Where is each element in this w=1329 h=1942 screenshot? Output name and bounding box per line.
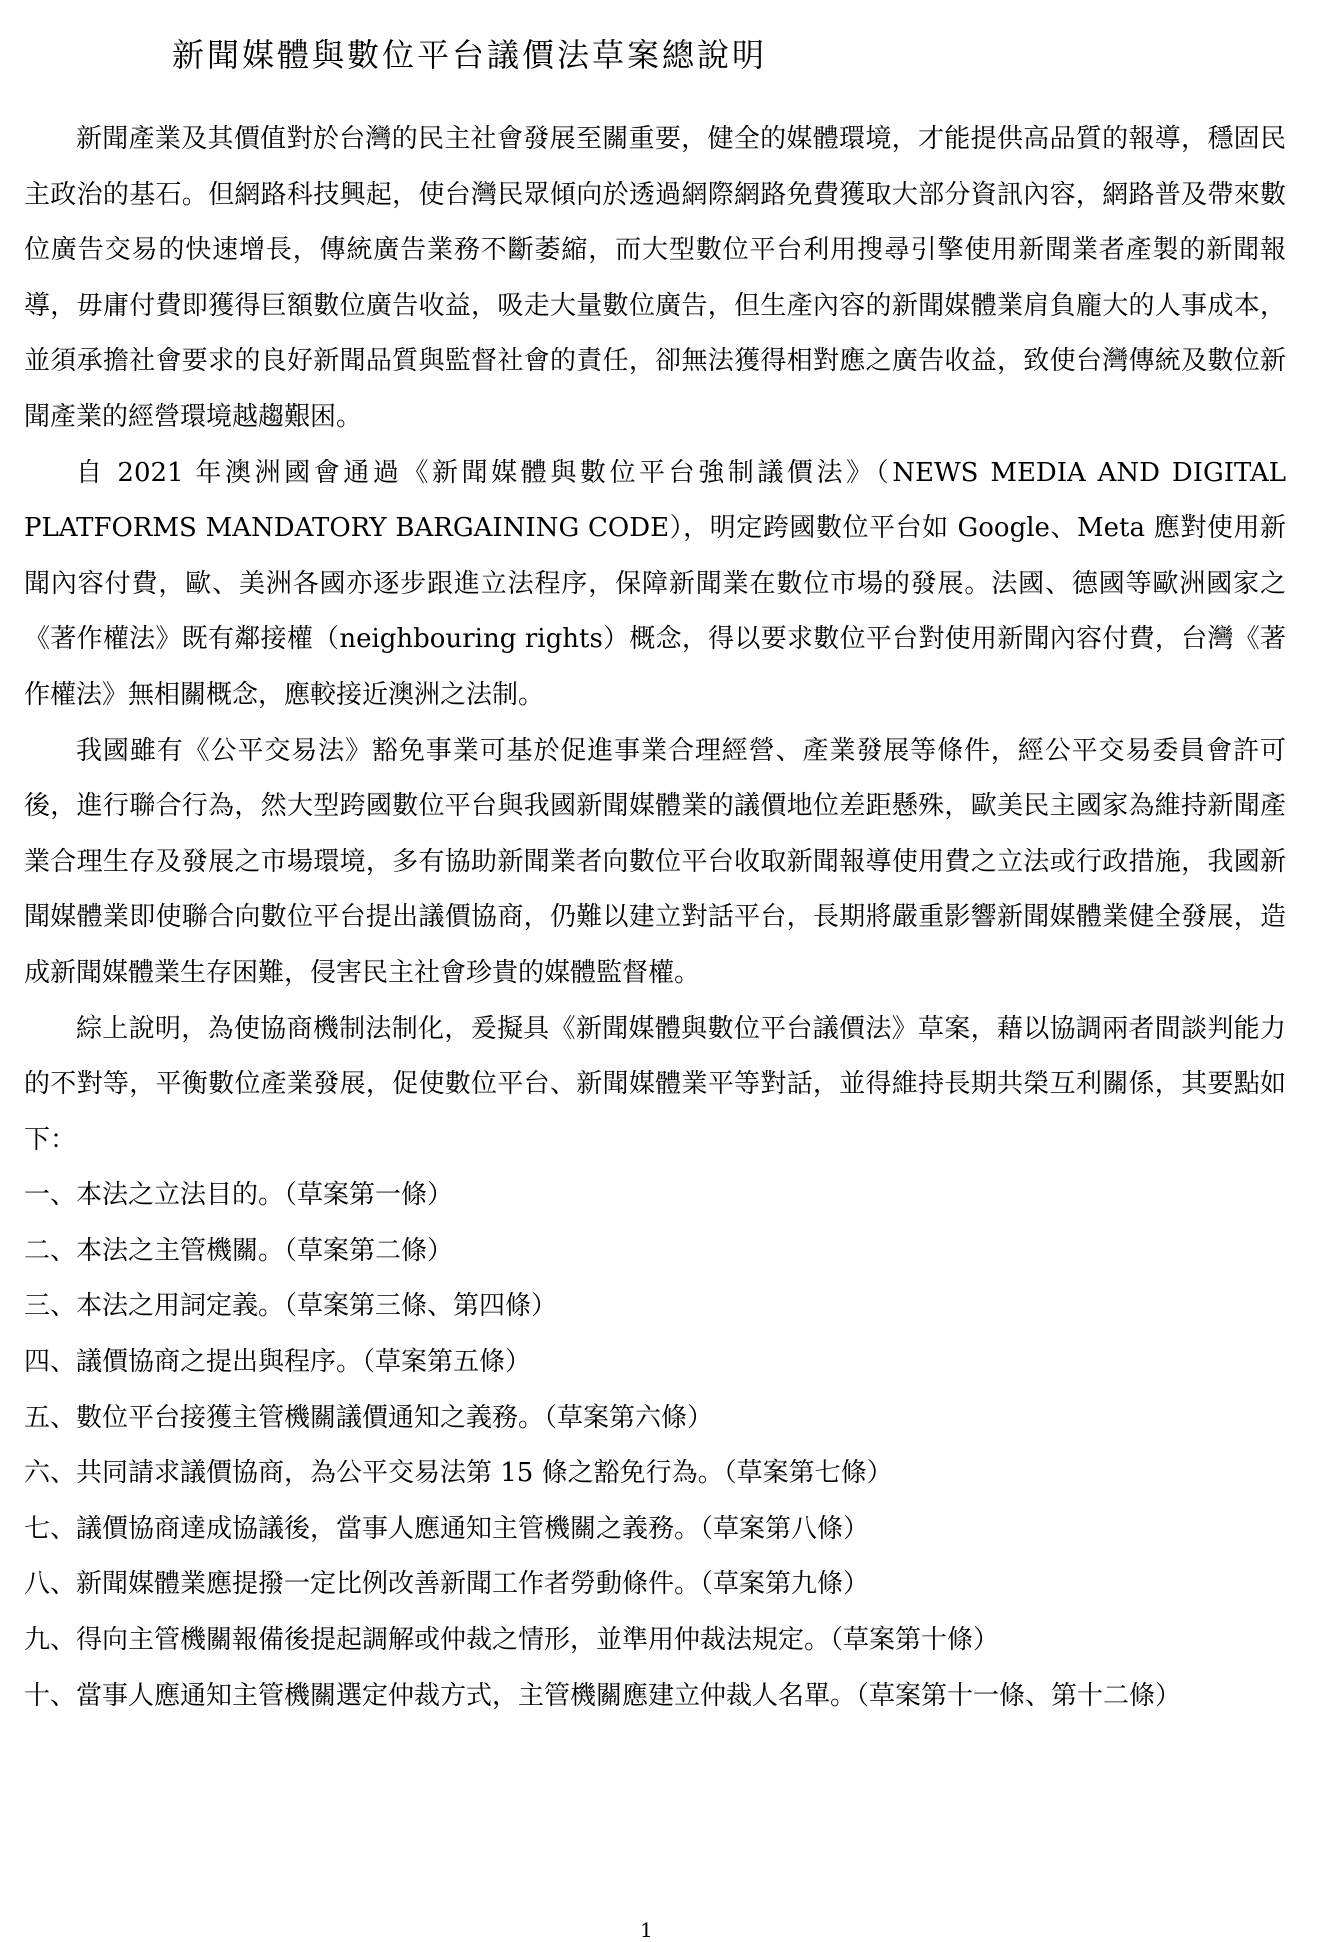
paragraph-background: 新聞產業及其價值對於台灣的民主社會發展至關重要，健全的媒體環境，才能提供高品質的報導，穩固民主政治的基石。但網路科技興起，使台灣民眾傾向於透過網際網路免費獲取大部分資訊內容，網路普及帶來數位廣告交易的快速增長，傳統廣告業務不斷萎縮，而大型數位平台利用搜尋引擎使用新聞業者產製的新聞報導，毋庸付費即獲得巨額數位廣告收益，吸走大量數位廣告，但生產內容的新聞媒體業肩負龐大的人事成本，並須承擔社會要求的良好新聞品質與監督社會的責任，卻無法獲得相對應之廣告收益，致使台灣傳統及數位新聞產業的經營環境越趨艱困。 (24, 124, 1286, 432)
list-item: 四、議價協商之提出與程序。（草案第五條） (24, 1347, 532, 1378)
paragraph-fair-trade-act: 我國雖有《公平交易法》豁免事業可基於促進事業合理經營、產業發展等條件，經公平交易委員會許可後，進行聯合行為，然大型跨國數位平台與我國新聞媒體業的議價地位差距懸殊，歐美民主國家為維持新聞產業合理生存及發展之市場環境，多有協助新聞業者向數位平台收取新聞報導使用費之立法或行政措施，我國新聞媒體業即使聯合向數位平台提出議價協商，仍難以建立對話平台，長期將嚴重影響新聞媒體業健全發展，造成新聞媒體業生存困難，侵害民主社會珍貴的媒體監督權。 (24, 735, 1286, 988)
list-item: 三、本法之用詞定義。（草案第三條、第四條） (24, 1291, 558, 1322)
list-item: 二、本法之主管機關。（草案第二條） (24, 1235, 454, 1266)
list-item: 八、新聞媒體業應提撥一定比例改善新聞工作者勞動條件。（草案第九條） (24, 1569, 870, 1600)
list-item: 七、議價協商達成協議後，當事人應通知主管機關之義務。（草案第八條） (24, 1513, 870, 1544)
paragraph-summary: 綜上說明，為使協商機制法制化，爰擬具《新聞媒體與數位平台議價法》草案，藉以協調兩者間談判能力的不對等，平衡數位產業發展，促使數位平台、新聞媒體業平等對話，並得維持長期共榮互利關係，其要點如下： (24, 1013, 1286, 1155)
list-item: 六、共同請求議價協商，為公平交易法第 15 條之豁免行為。（草案第七條） (24, 1458, 893, 1489)
list-item: 十、當事人應通知主管機關選定仲裁方式，主管機關應建立仲裁人名單。（草案第十一條、第十二條） (24, 1680, 1182, 1711)
page-number: 1 (640, 1918, 653, 1942)
key-points-list (24, 1168, 1286, 1724)
document-title: 新聞媒體與數位平台議價法草案總說明 (172, 36, 768, 74)
list-item: 五、數位平台接獲主管機關議價通知之義務。（草案第六條） (24, 1402, 714, 1433)
paragraph-australia-code: 自 2021 年澳洲國會通過《新聞媒體與數位平台強制議價法》（NEWS MEDIA AND DIGITAL PLATFORMS MANDATORY BARGAINING CODE），明定跨國數位平台如 Google、Meta 應對使用新聞內容付費，歐、美洲各國亦逐步跟進立法程序，保障新聞業在數位市場的發展。法國、德國等歐洲國家之《著作權法》既有鄰接權（neighbouring rights）概念，得以要求數位平台對使用新聞內容付費，台灣《著作權法》無相關概念，應較接近澳洲之法制。 (24, 457, 1286, 710)
list-item: 一、本法之立法目的。（草案第一條） (24, 1180, 454, 1211)
list-item: 九、得向主管機關報備後提起調解或仲裁之情形，並準用仲裁法規定。（草案第十條） (24, 1625, 1000, 1656)
document-body (24, 112, 1286, 1724)
